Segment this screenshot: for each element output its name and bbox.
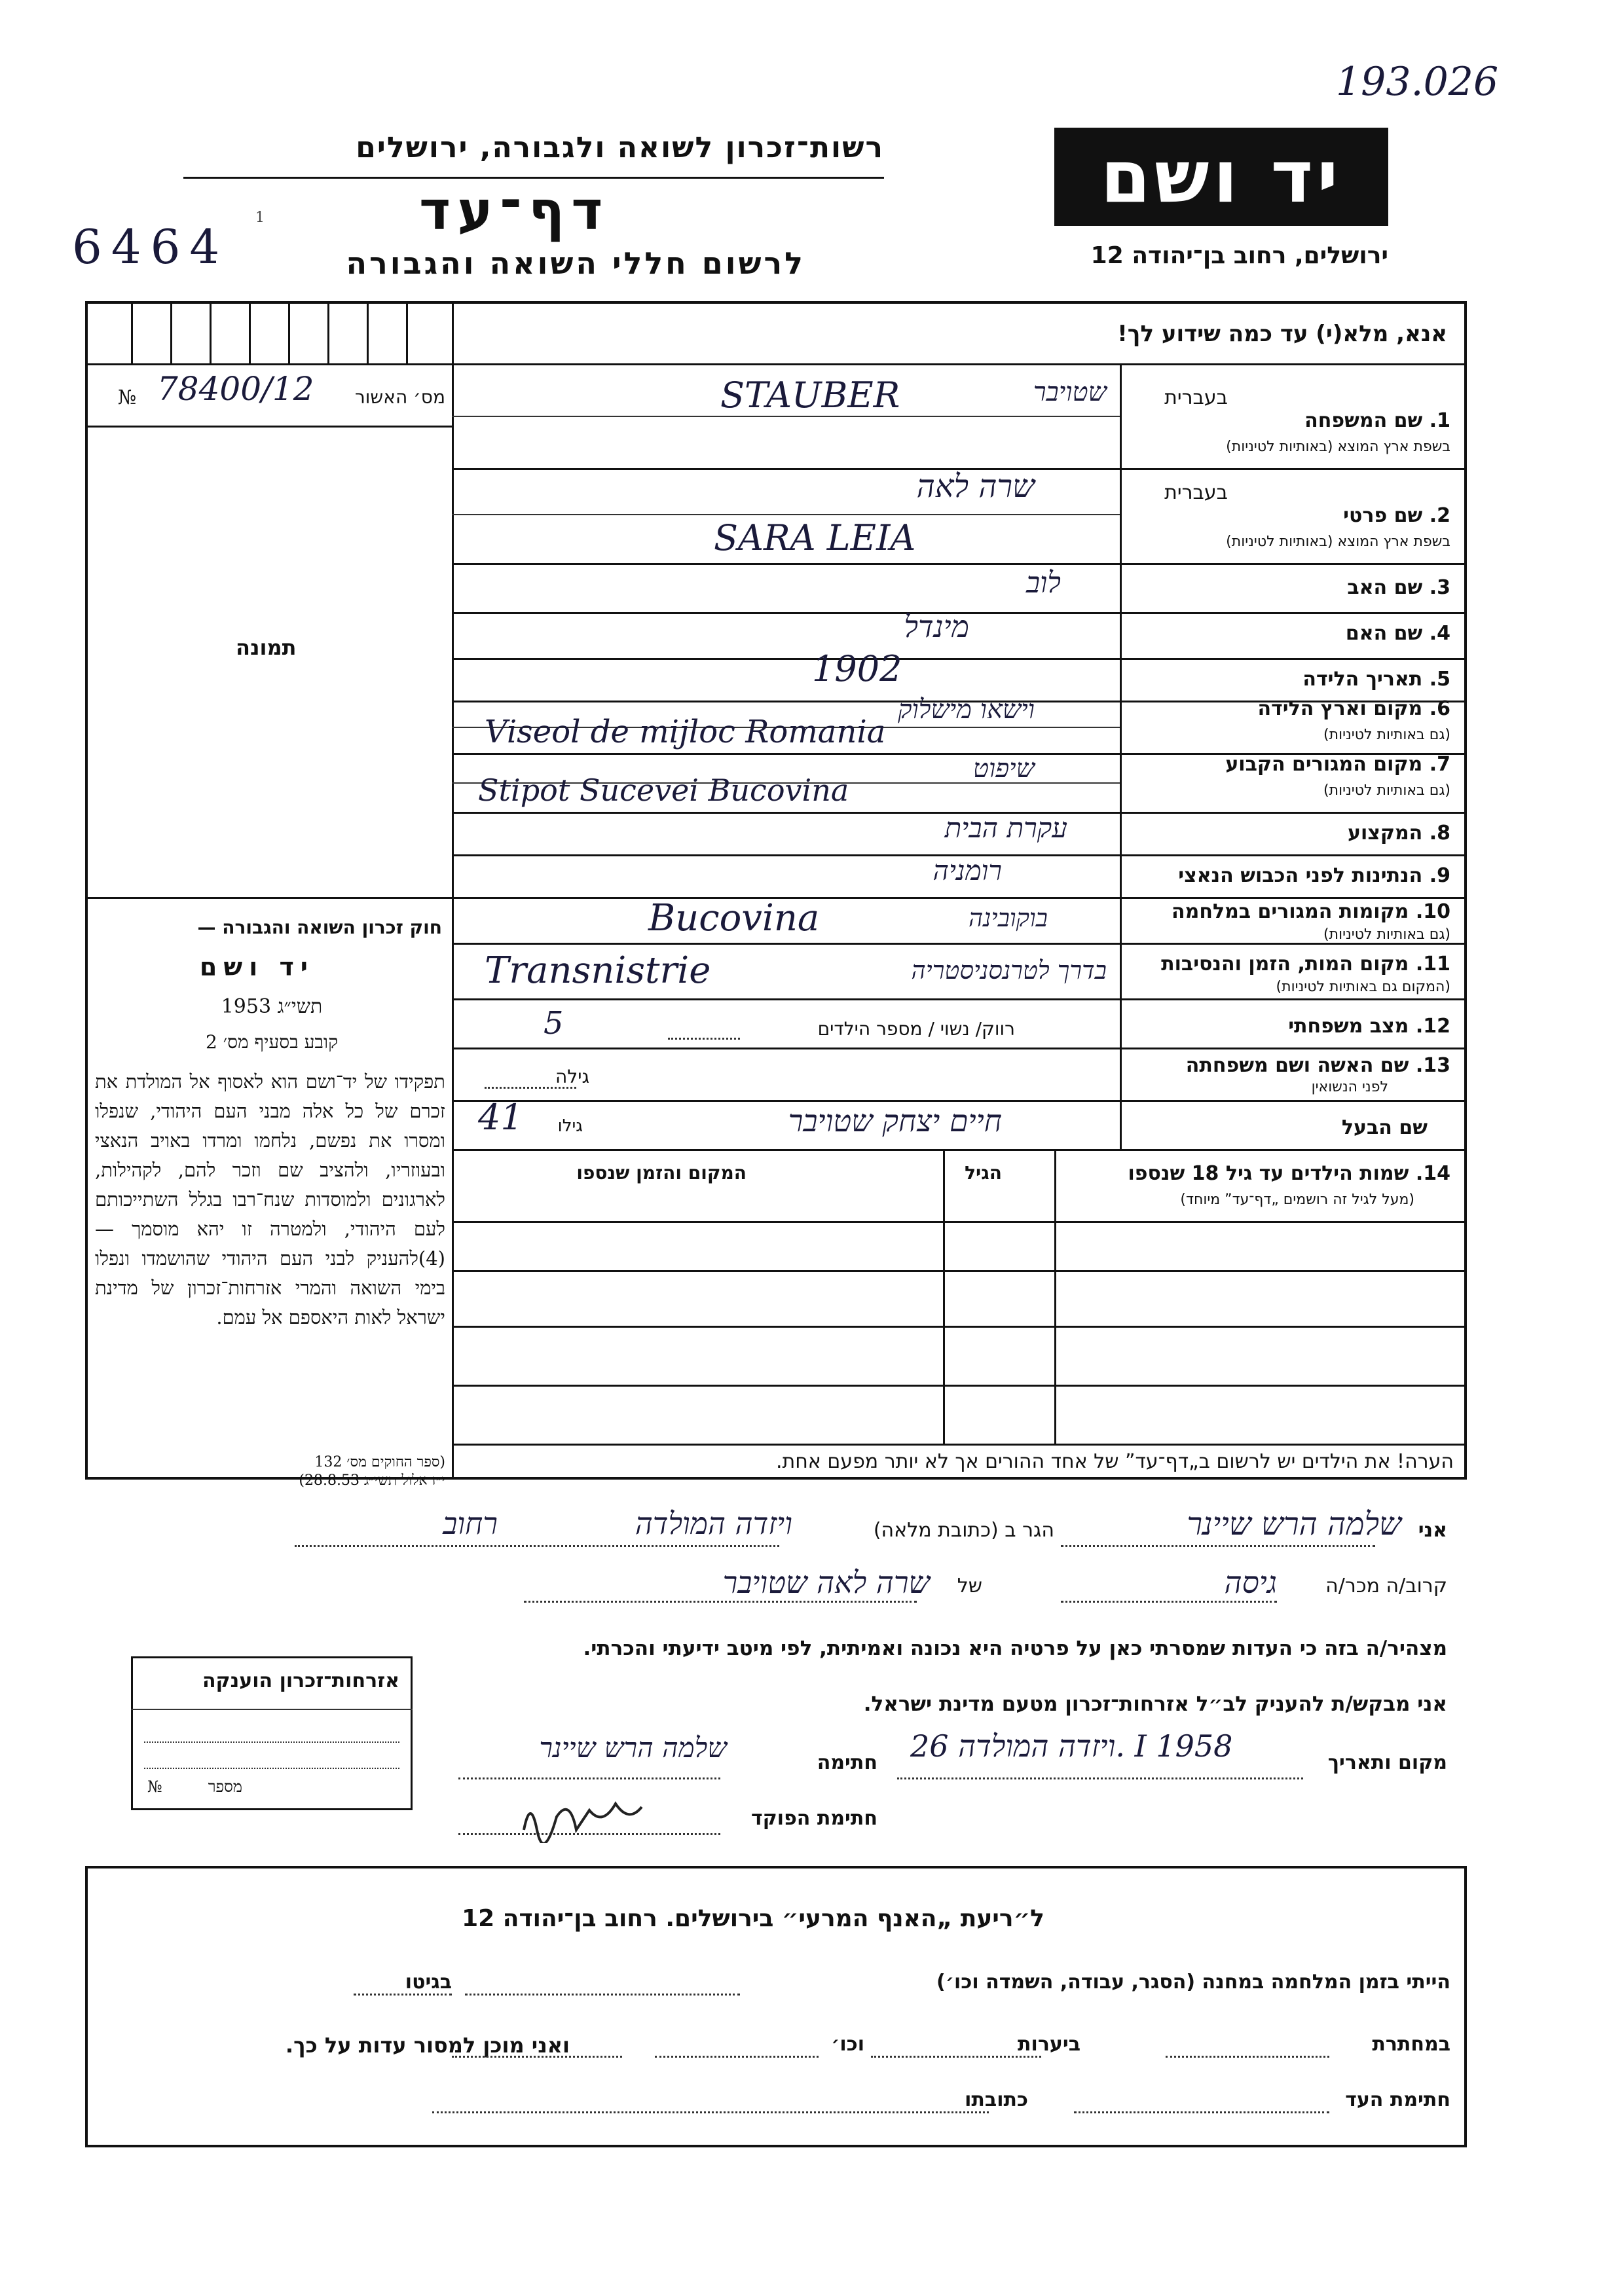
field-9-num: 9. (1429, 864, 1450, 887)
law-year: 1953 (221, 995, 272, 1018)
cert-number: 78400/12 (157, 370, 314, 408)
bottom-line3b: כתובתו (965, 2088, 1028, 2111)
decl-name: שלמה הרש שיינר (1187, 1506, 1401, 1542)
field-13-sub: לפני הנשואין (1311, 1079, 1388, 1095)
bottom-line2b: ביערות (1018, 2033, 1080, 2056)
citizenship-number-label: מספר (208, 1777, 242, 1796)
decl-relation-label: קרוב/ה מכר/ה (1325, 1575, 1447, 1597)
field-7-value-hebrew: שיפוט (972, 754, 1035, 784)
decl-address-2: רחוב (443, 1506, 498, 1541)
instructions-text: אנא, מלא(י) עד כמה שידוע לך! (1117, 321, 1447, 347)
field-7-label-text: מקום המגורים הקבוע (1225, 753, 1423, 776)
decl-place-date-label: מקום ותאריך (1327, 1751, 1447, 1774)
field-10-label-text: מקומות המגורים במלחמה (1172, 900, 1409, 923)
officer-signature (517, 1791, 648, 1843)
decl-officer-label: חתימת הפוקד (751, 1807, 877, 1830)
husband-value: חיים יצחק שטויבר (788, 1103, 1002, 1139)
law-name: יד ושם (199, 953, 314, 981)
children-col-place: המקום והזמן שנספו (576, 1162, 747, 1184)
field-13-dots (485, 1087, 576, 1089)
field-1-num: 1. (1429, 409, 1450, 432)
field-12-num: 12. (1415, 1015, 1450, 1038)
field-12-label-text: מצב משפחתי (1288, 1015, 1409, 1038)
field-8-num: 8. (1429, 822, 1450, 845)
field-10-value-hebrew: בוקובינה (969, 903, 1048, 932)
field-3-label (1347, 576, 1450, 599)
field-10-num: 10. (1415, 900, 1450, 923)
code-boxes (85, 301, 452, 363)
authority-title: רשות־זכרון לשואה ולגבורה, ירושלים (356, 131, 884, 164)
law-year-box (105, 995, 439, 1018)
field-1-value: STAUBER (720, 374, 900, 416)
field-2-num: 2. (1429, 504, 1450, 527)
left-column-divider (452, 301, 454, 1480)
label-column-divider (1120, 363, 1122, 1149)
field-12-children-count: 5 (544, 1005, 564, 1042)
field-8-label (1348, 822, 1450, 845)
field-4-value: מינדל (904, 609, 969, 644)
field-12-dots (668, 1038, 740, 1040)
field-10-sub: (גם באותיות לטיניות) (1323, 926, 1450, 943)
field-7-sub: (גם באותיות לטיניות) (1323, 782, 1450, 799)
decl-of: של (957, 1575, 982, 1597)
field-11-label (1161, 953, 1450, 975)
code-boxes-bottom (85, 363, 452, 365)
children-col-divider-1 (1054, 1149, 1056, 1444)
field-7-value: Stipot Sucevei Bucovina (478, 773, 849, 808)
cert-no-symbol: № (118, 386, 137, 409)
bottom-title: ל״ריעת „האנף המרעי״ בירושלים. רחוב בן־יהודה 12 (462, 1905, 1044, 1932)
children-col-divider-2 (943, 1149, 945, 1444)
page-title: דף־עד (419, 180, 610, 242)
field-11-value-hebrew: בדרך לטרנסניסטריה (911, 956, 1107, 985)
field-4-label-text: שם האם (1345, 622, 1423, 645)
logo-address: ירושלים, רחוב בן־יהודה 12 (1090, 242, 1388, 269)
field-12-options: רווק/ נשוי / מספר הילדים (817, 1018, 1015, 1040)
citizenship-title: אזרחות־זכרון הוענקה (202, 1669, 399, 1692)
field-6-sub: (גם באותיות לטיניות) (1323, 727, 1450, 743)
children-col-age: הגיל (965, 1162, 1002, 1184)
file-number: 6464 (72, 219, 229, 274)
field-4-num: 4. (1429, 622, 1450, 645)
field-3-label-text: שם האב (1347, 576, 1423, 599)
field-13-num: 13. (1415, 1054, 1450, 1077)
bottom-line1: הייתי בזמן המלחמה במחנה (הסגר, עבודה, השמדה וכו׳) (936, 1971, 1450, 1994)
field-11-num: 11. (1415, 953, 1450, 975)
cert-label: מס׳ האשור (354, 386, 445, 408)
field-6-label (1258, 697, 1450, 720)
field-13-label-text: שם האשה ושם משפחתה (1185, 1054, 1409, 1077)
law-title: חוק זכרון השואה והגבורה — (197, 917, 442, 938)
field-13-age-label: גילה (555, 1066, 589, 1087)
field-3-value: לוב (1025, 566, 1061, 600)
field-7-num: 7. (1429, 753, 1450, 776)
field-1-label-text: שם המשפחה (1304, 409, 1423, 432)
field-5-label-text: תאריך הלידה (1302, 668, 1423, 691)
decl-resides: הגר ב (כתובת מלאה) (873, 1519, 1054, 1542)
field-6-num: 6. (1429, 697, 1450, 720)
field-10-value: Bucovina (648, 897, 820, 939)
field-11-value: Transnistrie (485, 949, 711, 992)
logo-text: יד ושם (1100, 135, 1342, 219)
field-9-value: רומניה (932, 854, 1002, 886)
children-num: 14. (1415, 1162, 1450, 1185)
field-1-sub: בשפת ארץ המוצא (באותיות לטיניות) (1226, 439, 1450, 455)
instructions-divider (452, 363, 1467, 365)
law-year-hebrew: תשי״ג (277, 995, 323, 1018)
field-2-label (1343, 504, 1450, 527)
citizenship-no: № (147, 1777, 162, 1796)
photo-bottom (85, 897, 452, 899)
decl-request: אני מבקש/ת להעניק לב״ל אזרחות־זכרון מטעם מדינת ישראל. (863, 1692, 1447, 1716)
field-1-label (1304, 409, 1450, 432)
field-6-value: Viseol de mijloc Romania (485, 714, 886, 750)
field-10-label (1172, 900, 1450, 923)
field-11-sub: (המקום גם באותיות לטיניות) (1276, 979, 1450, 995)
law-ref-2: י״ז אלול תשי״ג 28.8.53) (299, 1472, 445, 1489)
law-body: תפקידו של יד־ושם הוא לאסוף אל המולדת את זכרם של כל אלה מבני העם היהודי, שנפלו ומסרו את נפשם, נלחמו ומרדו באויב הנאצי ובעוזריו, ולהציב שם וזכר להם, לקהילות, לארגונים ולמוסדות שנח־רבו בגלל השתייכותם לעם היהודי, ולמטרה זו יהא מוסמך — (4)להעניק לבני העם היהודי שהושמדו ונפלו בימי השואה והמרי אזרחות־זכרון של מדינת ישראל לאות היאספם אל עמם. (95, 1070, 445, 1328)
children-note: הערה! את הילדים יש לרשום ב„דף־עד” של אחד ההורים אך לא יותר מפעם אחת. (775, 1450, 1454, 1473)
decl-statement: מצהיר/ה בזה כי העדות שמסרתי כאן על פרטיה היא נכונה ואמיתית, לפי מיטב ידיעתי והכרתי. (583, 1637, 1447, 1660)
children-label-text: שמות הילדים עד גיל 18 שנספו (1128, 1162, 1409, 1185)
decl-relation: גיסה (1224, 1565, 1277, 1600)
photo-label: תמונה (236, 635, 297, 660)
law-clause: קובע בסעיף מס׳ 2 (205, 1031, 339, 1053)
field-8-label-text: המקצוע (1347, 822, 1423, 845)
husband-label: שם הבעל (1341, 1116, 1428, 1139)
decl-place-date: ויזדה המולדה 26. I 1958 (910, 1728, 1233, 1764)
field-13-label (1186, 1054, 1450, 1077)
field-1-value-hebrew: שטויבר (1033, 377, 1107, 407)
field-2-label-text: שם פרטי (1343, 504, 1423, 527)
decl-signature-label: חתימה (817, 1751, 877, 1774)
field-6-label-text: מקום וארץ הלידה (1257, 697, 1423, 720)
field-2-value-hebrew: שרה לאה (916, 468, 1035, 505)
bottom-line2c: וכו׳ (831, 2033, 864, 2056)
husband-age: 41 (478, 1097, 523, 1138)
bottom-line3a: חתימת העד (1345, 2088, 1450, 2111)
cert-divider (85, 426, 452, 428)
bottom-ghetto: בגיטו (405, 1971, 452, 1994)
field-2-value: SARA LEIA (714, 517, 916, 558)
decl-ani: אני (1418, 1519, 1447, 1542)
field-5-num: 5. (1429, 668, 1450, 691)
field-11-label-text: מקום המות, הזמן והנסיבות (1161, 953, 1409, 975)
field-4-label (1346, 622, 1450, 645)
husband-age-label: גילו (557, 1116, 583, 1136)
field-2-sub: בשפת ארץ המוצא (באותיות לטיניות) (1226, 534, 1450, 550)
decl-address: ויזדה המולדה (635, 1506, 792, 1541)
field-7-label (1225, 753, 1450, 776)
children-label (1128, 1162, 1450, 1185)
field-12-label (1288, 1015, 1450, 1038)
logo (1054, 128, 1388, 226)
field-6-value-hebrew: וישאו מישלוק (898, 695, 1035, 725)
page-subtitle: לרשום חללי השואה והגבורה (346, 246, 805, 281)
bottom-line2a: במחתרת (1372, 2033, 1450, 2056)
law-ref-1: (ספר החוקים מס׳ 132 (314, 1454, 445, 1470)
bottom-line2d: ואני מוכן למסור עדות על כך. (285, 2033, 570, 2058)
small-stamp-mark: 1 (255, 210, 265, 226)
field-9-label-text: הנתינות לפני הכבוש הנאצי (1178, 864, 1423, 887)
decl-of-name: שרה לאה שטויבר (722, 1565, 930, 1600)
decl-signature: שלמה הרש שיינר (539, 1732, 727, 1764)
archive-number: 193.026 (1336, 59, 1499, 105)
field-2-hebrew-tag: בעברית (1164, 481, 1228, 504)
field-1-hebrew-tag: בעברית (1164, 386, 1228, 409)
authority-underline (183, 177, 884, 179)
field-5-value: 1902 (812, 648, 902, 689)
field-8-value: עקרת הבית (944, 812, 1067, 844)
field-9-label (1178, 864, 1450, 887)
children-sub: (מעל לגיל זה רושמים „דף־עד” מיוחד) (1180, 1192, 1414, 1208)
field-3-num: 3. (1429, 576, 1450, 599)
field-5-label (1302, 668, 1450, 691)
